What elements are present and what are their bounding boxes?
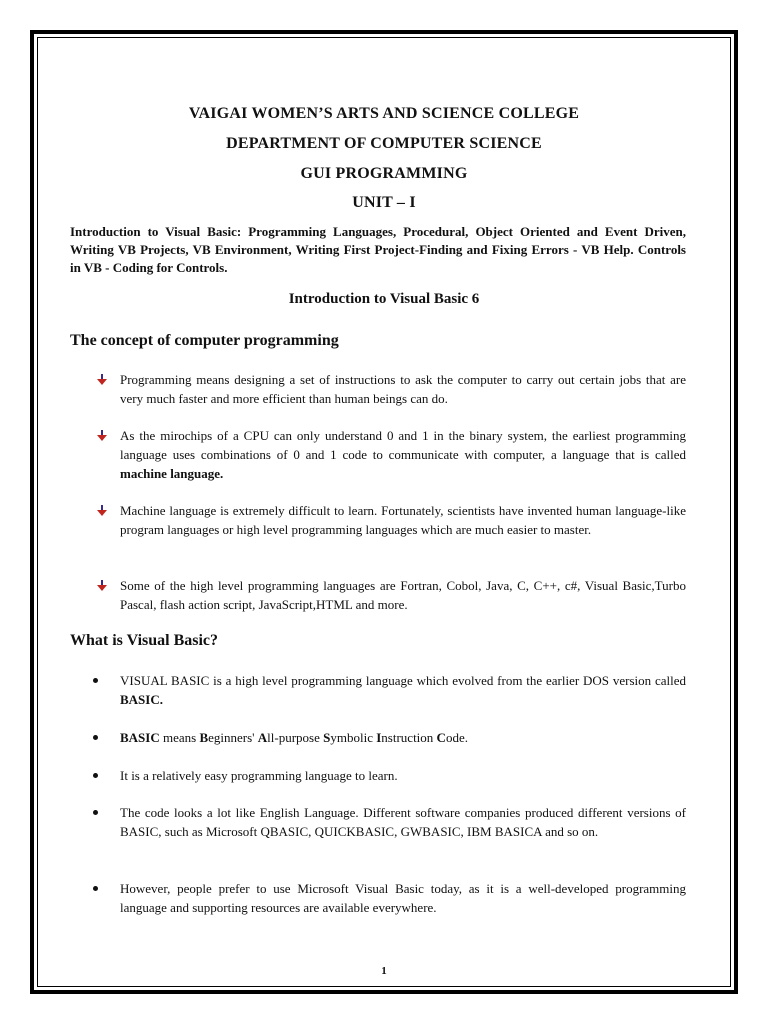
bullet-dot: [93, 886, 98, 891]
arrow-bullet-icon: [97, 505, 107, 517]
bullet-dot: [93, 678, 98, 683]
arrow-bullet-icon: [97, 374, 107, 386]
arrow-bullet-icon: [97, 430, 107, 442]
list-item: Machine language is extremely difficult to learn. Fortunately, scientists have invented human language-like program languages or high level programming languages which are much easier to master.: [120, 503, 686, 537]
list-item: BASIC means Beginners' All-purpose Symbolic Instruction Code.: [120, 730, 468, 745]
list-item: As the mirochips of a CPU can only understand 0 and 1 in the binary system, the earliest programming language uses combinations of 0 and 1 code to communicate with computer, a language that is called machine language.: [120, 428, 686, 481]
department-name: DEPARTMENT OF COMPUTER SCIENCE: [226, 135, 542, 152]
list-item: The code looks a lot like English Language. Different software companies produced different versions of BASIC, such as Microsoft QBASIC, QUICKBASIC, GWBASIC, IBM BASICA and so on.: [120, 805, 686, 839]
syllabus-paragraph: Introduction to Visual Basic: Programming Languages, Procedural, Object Oriented and Event Driven, Writing VB Projects, VB Environment, Writing First Project-Finding and Fixing Errors - VB Help. Controls in VB - Coding for Controls.: [70, 224, 686, 275]
college-name: VAIGAI WOMEN’S ARTS AND SCIENCE COLLEGE: [188, 105, 580, 122]
unit-title: UNIT – I: [352, 194, 416, 211]
section-title-programming-concept: The concept of computer programming: [70, 332, 339, 349]
list-item: Some of the high level programming languages are Fortran, Cobol, Java, C, C++, c#, Visual Basic,Turbo Pascal, flash action script, JavaScript,HTML and more.: [120, 578, 686, 612]
page-number: 1: [381, 965, 387, 977]
bullet-dot: [93, 735, 98, 740]
arrow-bullet-icon: [97, 580, 107, 592]
list-item: Programming means designing a set of instructions to ask the computer to carry out certain jobs that are very much faster and more efficient than human beings can do.: [120, 372, 686, 406]
list-item: It is a relatively easy programming language to learn.: [120, 768, 398, 783]
section-title-what-is-vb: What is Visual Basic?: [70, 632, 219, 649]
list-item: However, people prefer to use Microsoft Visual Basic today, as it is a well-developed programming language and supporting resources are available everywhere.: [120, 881, 686, 915]
course-title: GUI PROGRAMMING: [300, 165, 468, 182]
list-item: VISUAL BASIC is a high level programming language which evolved from the earlier DOS version called BASIC.: [120, 673, 686, 707]
bullet-dot: [93, 810, 98, 815]
bullet-dot: [93, 773, 98, 778]
intro-title: Introduction to Visual Basic 6: [288, 291, 480, 307]
